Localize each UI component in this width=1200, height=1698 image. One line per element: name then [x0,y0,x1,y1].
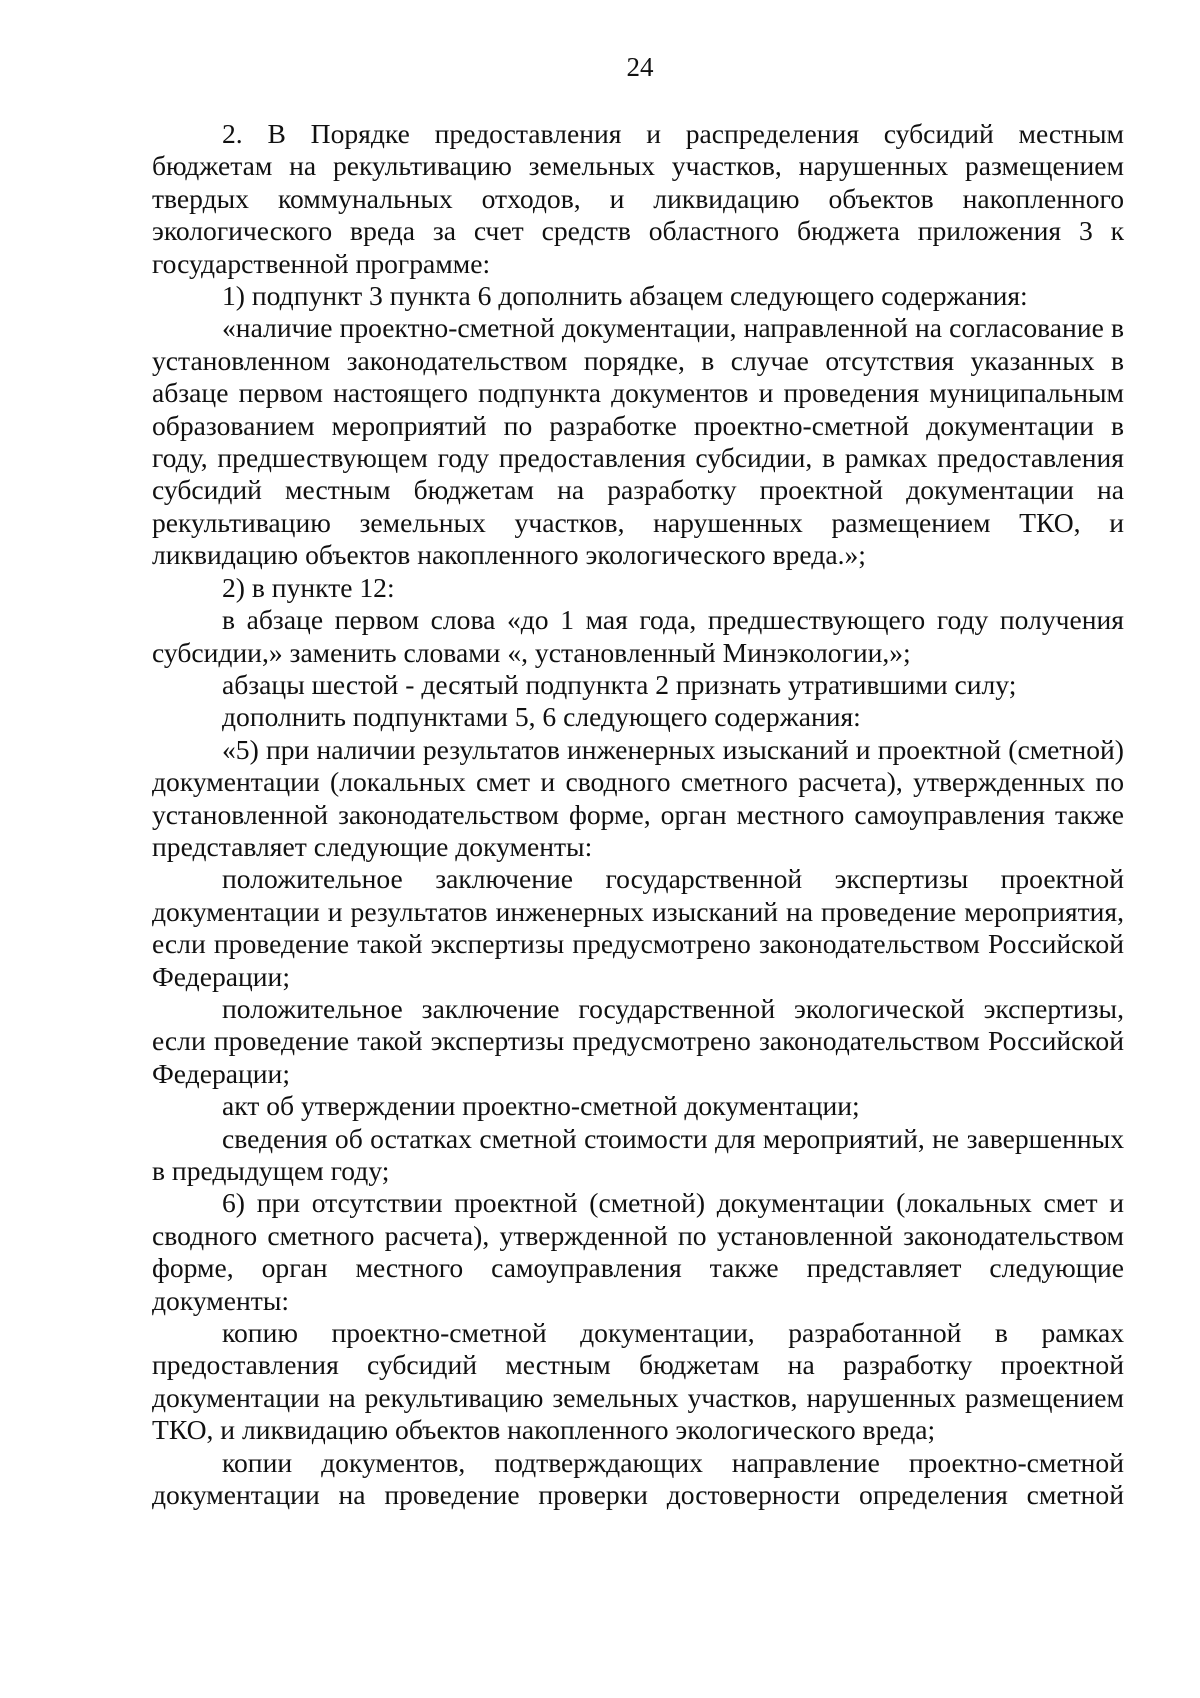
paragraph-documents-copies: копии документов, подтверждающих направление проектно-сметной документации на проведение проверки достоверности определения сметной [152,1446,1124,1511]
paragraph-quoted-availability: «наличие проектно-сметной документации, направленной на согласование в установленном законодательством порядке, в случае отсутствия указанных в абзаце первом настоящего подпункта документов и проведения муниципальным образованием мероприятий по разработке проектно-сметной документации в году, предшествующем году предоставления субсидии, в рамках предоставления субсидий местным бюджетам на разработку проектной документации на рекультивацию земельных участков, нарушенных размещением ТКО, и ликвидацию объектов накопленного экологического вреда.»; [152,312,1124,571]
paragraph-add-subitems: дополнить подпунктами 5, 6 следующего содержания: [222,701,861,733]
paragraph-subitem-5: «5) при наличии результатов инженерных изысканий и проектной (сметной) документации (локальных смет и сводного сметного расчета), утвержденных по установленной законодательством форме, орган местного самоуправления также представляет следующие документы: [152,733,1124,862]
paragraph-subitem-6: 6) при отсутствии проектной (сметной) документации (локальных смет и сводного сметного расчета), утвержденной по установленной законодательством форме, орган местного самоуправления также представляет следующие документы: [152,1187,1124,1316]
paragraph-2-intro: 2. В Порядке предоставления и распределения субсидий местным бюджетам на рекультивацию земельных участков, нарушенных размещением твердых коммунальных отходов, и ликвидацию объектов накопленного экологического вреда за счет средств областного бюджета приложения 3 к государственной программе: [152,118,1124,279]
paragraph-remaining-cost: сведения об остатках сметной стоимости для мероприятий, не завершенных в предыдущем году; [152,1122,1124,1186]
paragraph-subitem-1: 1) подпункт 3 пункта 6 дополнить абзацем следующего содержания: [222,280,1028,312]
paragraph-approval-act: акт об утверждении проектно-сметной документации; [222,1090,860,1122]
document-body [152,118,1124,1511]
paragraph-documentation-copy: копию проектно-сметной документации, разработанной в рамках предоставления субсидий местным бюджетам на разработку проектной документации на рекультивацию земельных участков, нарушенных размещением ТКО, и ликвидацию объектов накопленного экологического вреда; [152,1317,1124,1446]
paragraph-first-abzac-change: в абзаце первом слова «до 1 мая года, предшествующего году получения субсидии,» заменить словами «, установленный Минэкологии,»; [152,604,1124,668]
paragraph-abzacs-repealed: абзацы шестой - десятый подпункта 2 признать утратившими силу; [222,668,1017,700]
paragraph-state-expertise: положительное заключение государственной экспертизы проектной документации и результатов инженерных изысканий на проведение мероприятия, если проведение такой экспертизы предусмотрено законодательством Российской Федерации; [152,863,1124,992]
page-number: 24 [626,52,654,82]
paragraph-ecological-expertise: положительное заключение государственной экологической экспертизы, если проведение такой экспертизы предусмотрено законодательством Российской Федерации; [152,992,1124,1089]
paragraph-subitem-2: 2) в пункте 12: [222,571,395,603]
